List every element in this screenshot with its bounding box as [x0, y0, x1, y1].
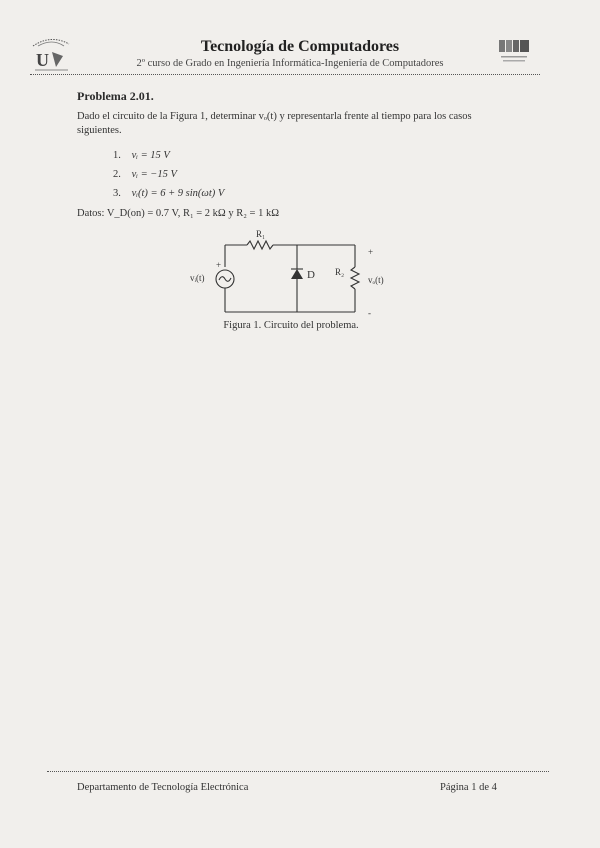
case-number: 3.: [113, 188, 121, 199]
vi-label: vᵢ(t): [190, 273, 205, 283]
course-subtitle: 2º curso de Grado en Ingeniería Informática-Ingeniería de Computadores: [136, 58, 444, 69]
problem-title: Problema 2.01.: [77, 89, 154, 103]
sine-icon: [219, 277, 231, 282]
vo-label: vₒ(t): [368, 275, 384, 285]
footer-department: Departamento de Tecnología Electrónica: [77, 782, 249, 793]
department-logo: [497, 38, 533, 66]
course-title: Tecnología de Computadores: [200, 38, 400, 55]
case-expression: vᵢ = −15 V: [131, 169, 177, 180]
header-divider: [30, 74, 540, 75]
case-number: 2.: [113, 169, 121, 180]
case-number: 1.: [113, 150, 121, 161]
case-item: [113, 169, 177, 180]
diode-label: D: [307, 269, 315, 281]
footer-page-number: Página 1 de 4: [440, 782, 497, 793]
problem-statement: Dado el circuito de la Figura 1, determinar vₒ(t) y representarla frente al tiempo para los casos siguientes.: [77, 111, 472, 136]
output-minus-label: -: [368, 308, 371, 318]
resistor-r1-symbol: [247, 241, 273, 249]
given-data: Datos: V_D(on) = 0.7 V, R₁ = 2 kΩ y R₂ = 1 kΩ: [77, 208, 279, 219]
r2-label: R₂: [335, 267, 345, 277]
source-plus-label: +: [216, 260, 222, 270]
case-expression: vᵢ(t) = 6 + 9 sin(ωt) V: [131, 188, 225, 199]
case-expression: vᵢ = 15 V: [131, 150, 170, 161]
r1-label: R₁: [256, 229, 266, 239]
case-item: [113, 150, 170, 161]
figure-caption: Figura 1. Circuito del problema.: [223, 320, 359, 331]
svg-text:U: U: [36, 50, 49, 70]
diode-symbol: [291, 269, 303, 279]
resistor-r2-symbol: [351, 267, 359, 289]
output-plus-label: +: [368, 247, 374, 257]
footer-divider: [47, 771, 549, 772]
circuit-diagram: [185, 225, 395, 320]
case-item: [113, 188, 224, 199]
